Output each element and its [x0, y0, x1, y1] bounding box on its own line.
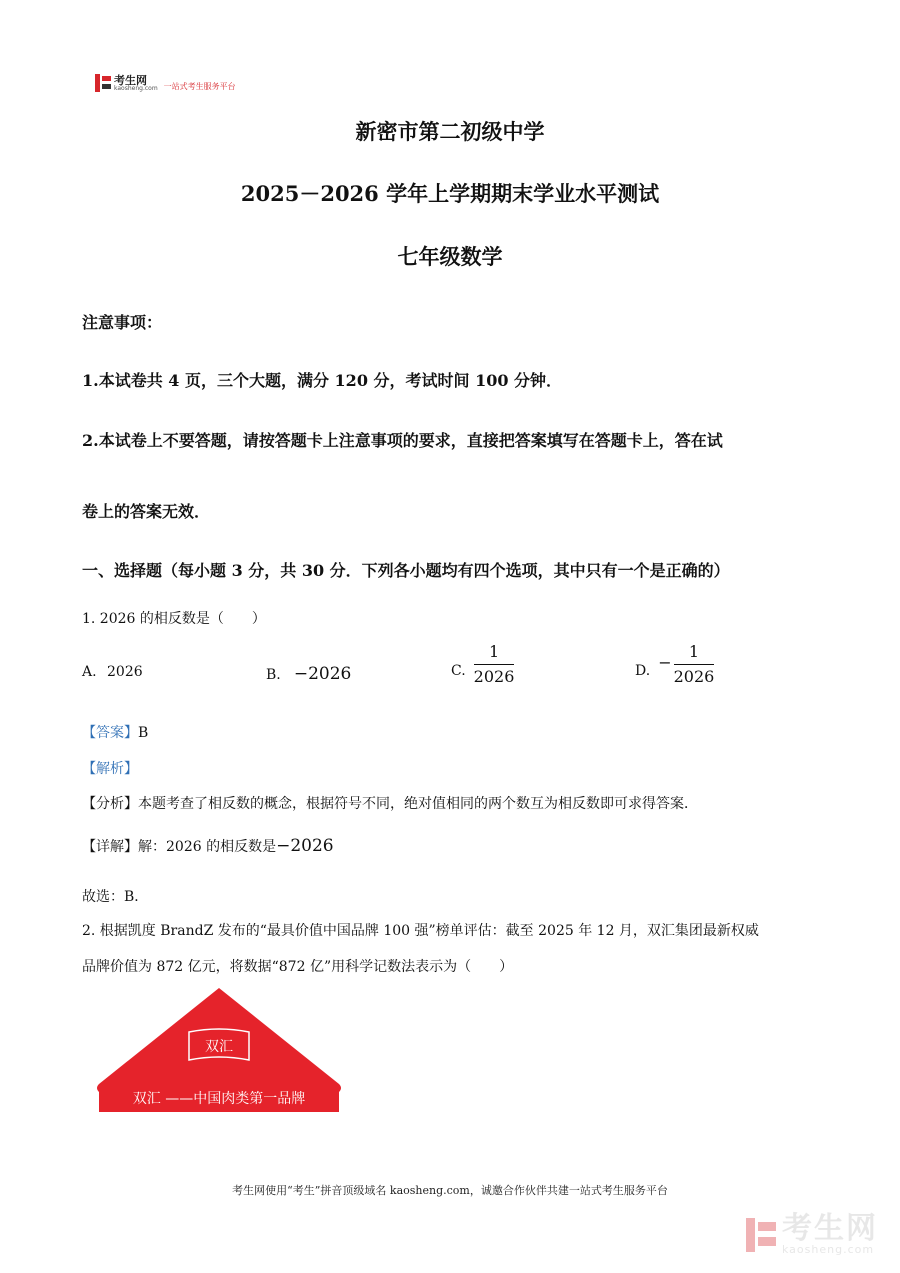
option-a-value: 2026	[107, 664, 143, 680]
notes-item-2-line-1: 2.本试卷上不要答题，请按答题卡上注意事项的要求，直接把答案填写在答题卡上，答在试	[82, 431, 723, 450]
watermark-name: 考生网	[782, 1211, 878, 1246]
site-logo	[95, 72, 236, 94]
question-2-line-1: 2. 根据凯度 BrandZ 发布的“最具价值中国品牌 100 强”榜单评估：截至 2025 年 12 月，双汇集团最新权威	[82, 923, 759, 939]
option-d-label: D.	[635, 663, 651, 679]
option-c-label: C.	[451, 663, 466, 679]
logo-domain: kaosheng.com	[114, 84, 158, 92]
question-1-stem: 1. 2026 的相反数是（ ）	[82, 611, 266, 627]
logo-name: 考生网	[114, 73, 147, 87]
notes-heading: 注意事项：	[82, 313, 163, 332]
option-d-numerator: 1	[688, 642, 700, 661]
option-d	[635, 642, 714, 686]
analysis-tag: 【解析】	[82, 761, 138, 777]
school-title: 新密市第二初级中学	[355, 119, 545, 144]
option-c-numerator: 1	[488, 642, 500, 661]
notes-item-2-line-2: 卷上的答案无效．	[82, 502, 211, 521]
option-a	[82, 664, 143, 680]
detail-text: 【详解】解：2026 的相反数是	[82, 839, 277, 855]
page-footer: 考生网使用“考生”拼音顶级域名 kaosheng.com，诚邀合作伙伴共建一站式考生服务平台	[232, 1184, 668, 1197]
option-c	[451, 642, 514, 686]
question-2-line-2: 品牌价值为 872 亿元，将数据“872 亿”用科学记数法表示为（ ）	[82, 959, 514, 975]
section-heading: 一、选择题（每小题 3 分，共 30 分．下列各小题均有四个选项，其中只有一个是正确的）	[82, 561, 730, 580]
brand-logo-text: 双汇	[205, 1039, 233, 1055]
brand-slogan-text: 双汇 ——中国肉类第一品牌	[132, 1091, 306, 1107]
fraction-bar	[674, 664, 714, 665]
logo-slogan: 一站式考生服务平台	[163, 81, 236, 91]
option-c-denominator: 2026	[473, 667, 515, 686]
option-b-label: B.	[266, 667, 281, 683]
choice-line: 故选：B．	[82, 889, 149, 905]
analysis-text: 【分析】本题考查了相反数的概念，根据符号不同，绝对值相同的两个数互为相反数即可求得答案．	[82, 796, 698, 812]
answer-tag: 【答案】	[82, 725, 138, 741]
answer-value: B	[138, 725, 149, 741]
watermark-text	[782, 1211, 878, 1256]
option-d-fraction	[674, 642, 715, 686]
option-c-fraction	[474, 642, 515, 686]
option-b	[266, 664, 351, 684]
option-a-label: A.	[82, 664, 97, 680]
watermark-domain: kaosheng.com	[782, 1243, 875, 1256]
detail-line	[82, 836, 334, 856]
shuanghui-brand-image	[95, 988, 343, 1116]
detail-value: −2026	[276, 836, 334, 856]
logo-text	[114, 75, 158, 92]
watermark	[746, 1211, 878, 1256]
option-d-denominator: 2026	[673, 667, 715, 686]
exam-title: 2025－2026 学年上学期期末学业水平测试	[240, 181, 660, 206]
fraction-bar	[474, 664, 514, 665]
answer-line	[82, 722, 148, 742]
watermark-mark-icon	[746, 1218, 776, 1252]
logo-mark-icon	[95, 74, 111, 92]
notes-item-1: 1.本试卷共 4 页，三个大题，满分 120 分，考试时间 100 分钟．	[82, 371, 563, 390]
subject-title: 七年级数学	[397, 244, 503, 269]
option-d-sign: −	[658, 652, 672, 672]
option-b-value: −2026	[293, 664, 352, 684]
